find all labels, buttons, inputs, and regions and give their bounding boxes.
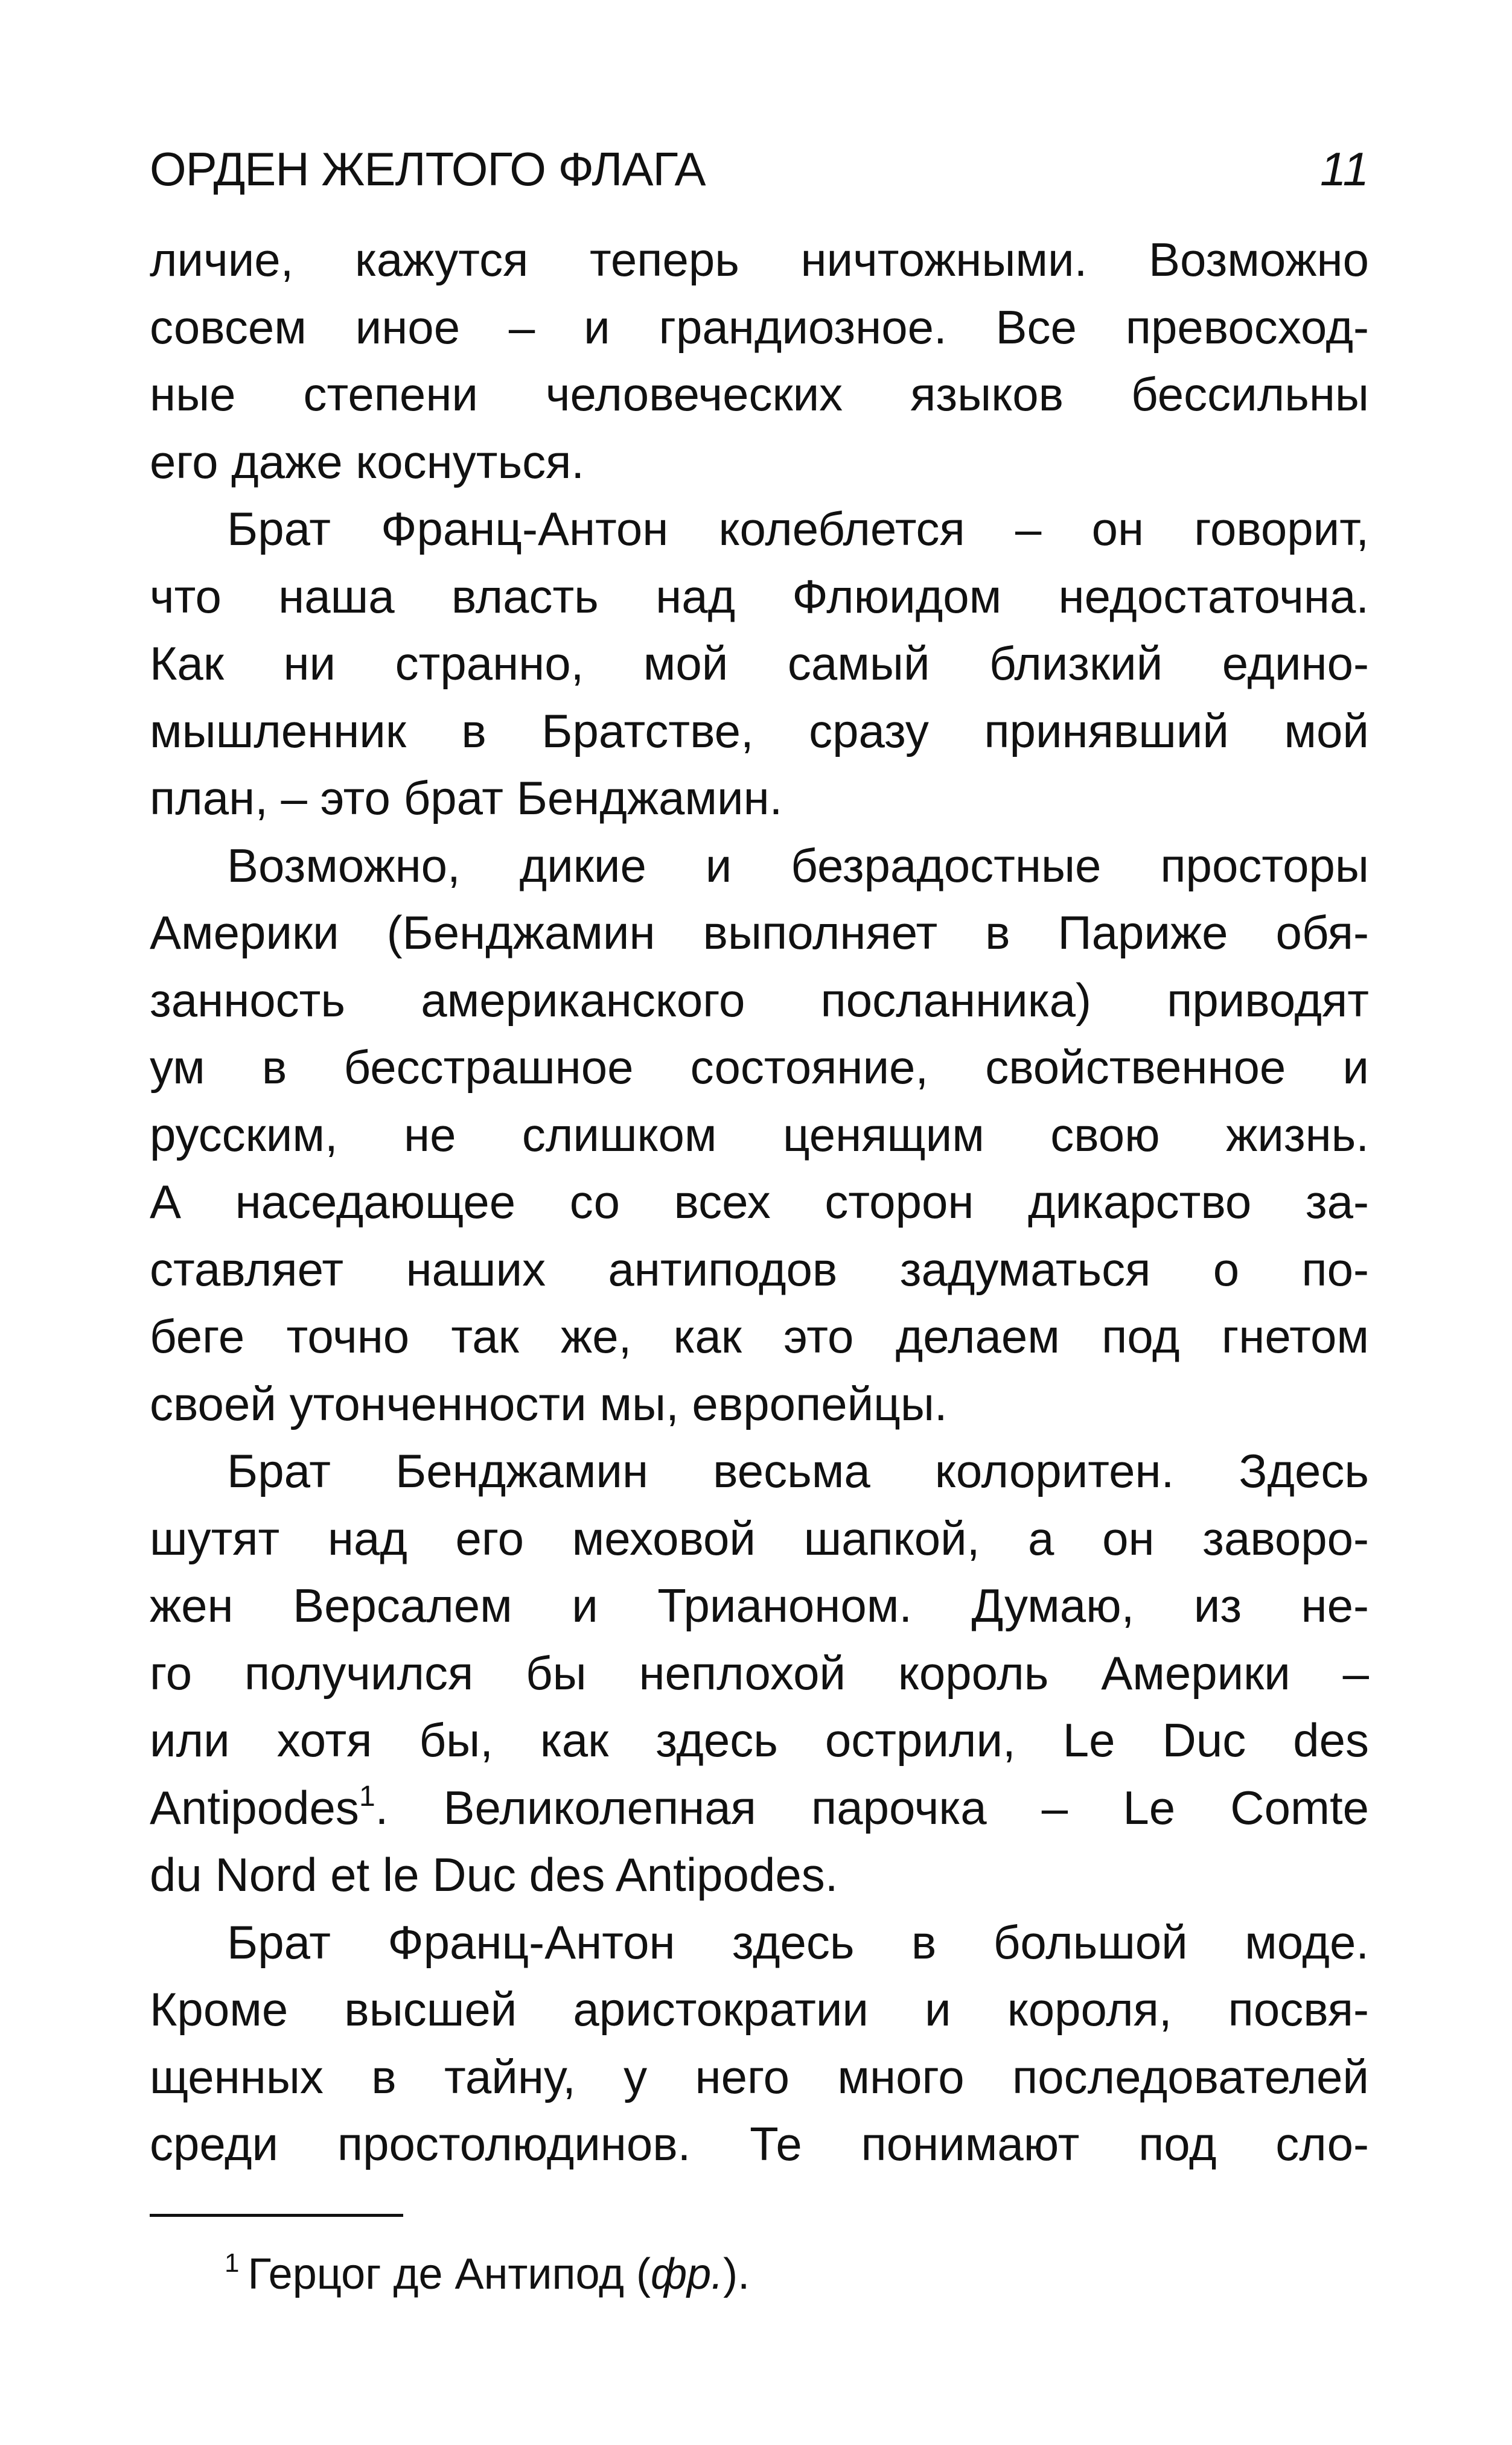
footnote-close: ). bbox=[723, 2250, 750, 2298]
footnote-mark: 1 bbox=[225, 2248, 240, 2278]
paragraph-3 bbox=[150, 832, 1369, 1438]
text-line: личие, кажутся теперь ничтожными. Возможно bbox=[150, 233, 1369, 286]
text-line: или хотя бы, как здесь острили, Le Duc des bbox=[150, 1713, 1369, 1767]
text-line: что наша власть над Флюидом недостаточна. bbox=[150, 569, 1369, 623]
text-line: А наседающее со всех сторон дикарство за- bbox=[150, 1175, 1369, 1228]
paragraph-4 bbox=[150, 1438, 1369, 1909]
text-line: щенных в тайну, у него много последователей bbox=[150, 2050, 1369, 2103]
text-line: го получился бы неплохой король Америки – bbox=[150, 1646, 1369, 1700]
text-line: беге точно так же, как это делаем под гнетом bbox=[150, 1310, 1369, 1363]
text-line: ставляет наших антиподов задуматься о по- bbox=[150, 1242, 1369, 1296]
text-line bbox=[150, 1774, 1369, 1842]
paragraph-5 bbox=[150, 1909, 1369, 2178]
running-title: ОРДЕН ЖЕЛТОГО ФЛАГА bbox=[150, 142, 706, 196]
text-line: du Nord et le Duc des Antipodes. bbox=[150, 1848, 838, 1901]
body-text bbox=[150, 226, 1369, 2178]
text-line: занность американского посланника) приводят bbox=[150, 973, 1369, 1027]
running-head bbox=[150, 133, 1369, 205]
text-line: Как ни странно, мой самый близкий едино- bbox=[150, 637, 1369, 690]
text-line: мышленник в Братстве, сразу принявший мой bbox=[150, 704, 1369, 757]
paragraph-1 bbox=[150, 226, 1369, 496]
text-line: Кроме высшей аристократии и короля, посвя- bbox=[150, 1983, 1369, 2036]
paragraph-2 bbox=[150, 496, 1369, 832]
footnote-text: Герцог де Антипод ( bbox=[247, 2250, 651, 2298]
text-fragment: Antipodes bbox=[150, 1780, 359, 1834]
footnote-reference[interactable]: 1 bbox=[359, 1780, 375, 1812]
text-line: план, – это брат Бенджамин. bbox=[150, 771, 783, 824]
text-line: Брат Франц-Антон колеблется – он говорит, bbox=[227, 502, 1369, 555]
text-line: жен Версалем и Трианоном. Думаю, из не- bbox=[150, 1579, 1369, 1632]
footnote-language: фр. bbox=[650, 2250, 724, 2298]
text-line: шутят над его меховой шапкой, а он заворо- bbox=[150, 1511, 1369, 1565]
text-line: его даже коснуться. bbox=[150, 435, 585, 488]
text-line: Америки (Бенджамин выполняет в Париже обя- bbox=[150, 906, 1369, 959]
text-line: русским, не слишком ценящим свою жизнь. bbox=[150, 1108, 1369, 1161]
text-line: Брат Франц-Антон здесь в большой моде. bbox=[227, 1915, 1369, 1969]
text-fragment: . Великолепная парочка – Le Comte bbox=[375, 1780, 1369, 1834]
page-number: 11 bbox=[1320, 142, 1369, 196]
text-line: среди простолюдинов. Те понимают под сло- bbox=[150, 2117, 1369, 2170]
text-line: ум в бесстрашное состояние, свойственное и bbox=[150, 1041, 1369, 1094]
footnote bbox=[225, 2244, 1311, 2304]
text-line: совсем иное – и грандиозное. Все превосход- bbox=[150, 300, 1369, 354]
text-line: ные степени человеческих языков бессильны bbox=[150, 368, 1369, 421]
text-line: Брат Бенджамин весьма колоритен. Здесь bbox=[227, 1444, 1369, 1497]
text-line: своей утонченности мы, европейцы. bbox=[150, 1377, 948, 1430]
text-line: Возможно, дикие и безрадостные просторы bbox=[227, 838, 1369, 892]
footnote-divider bbox=[150, 2214, 403, 2217]
